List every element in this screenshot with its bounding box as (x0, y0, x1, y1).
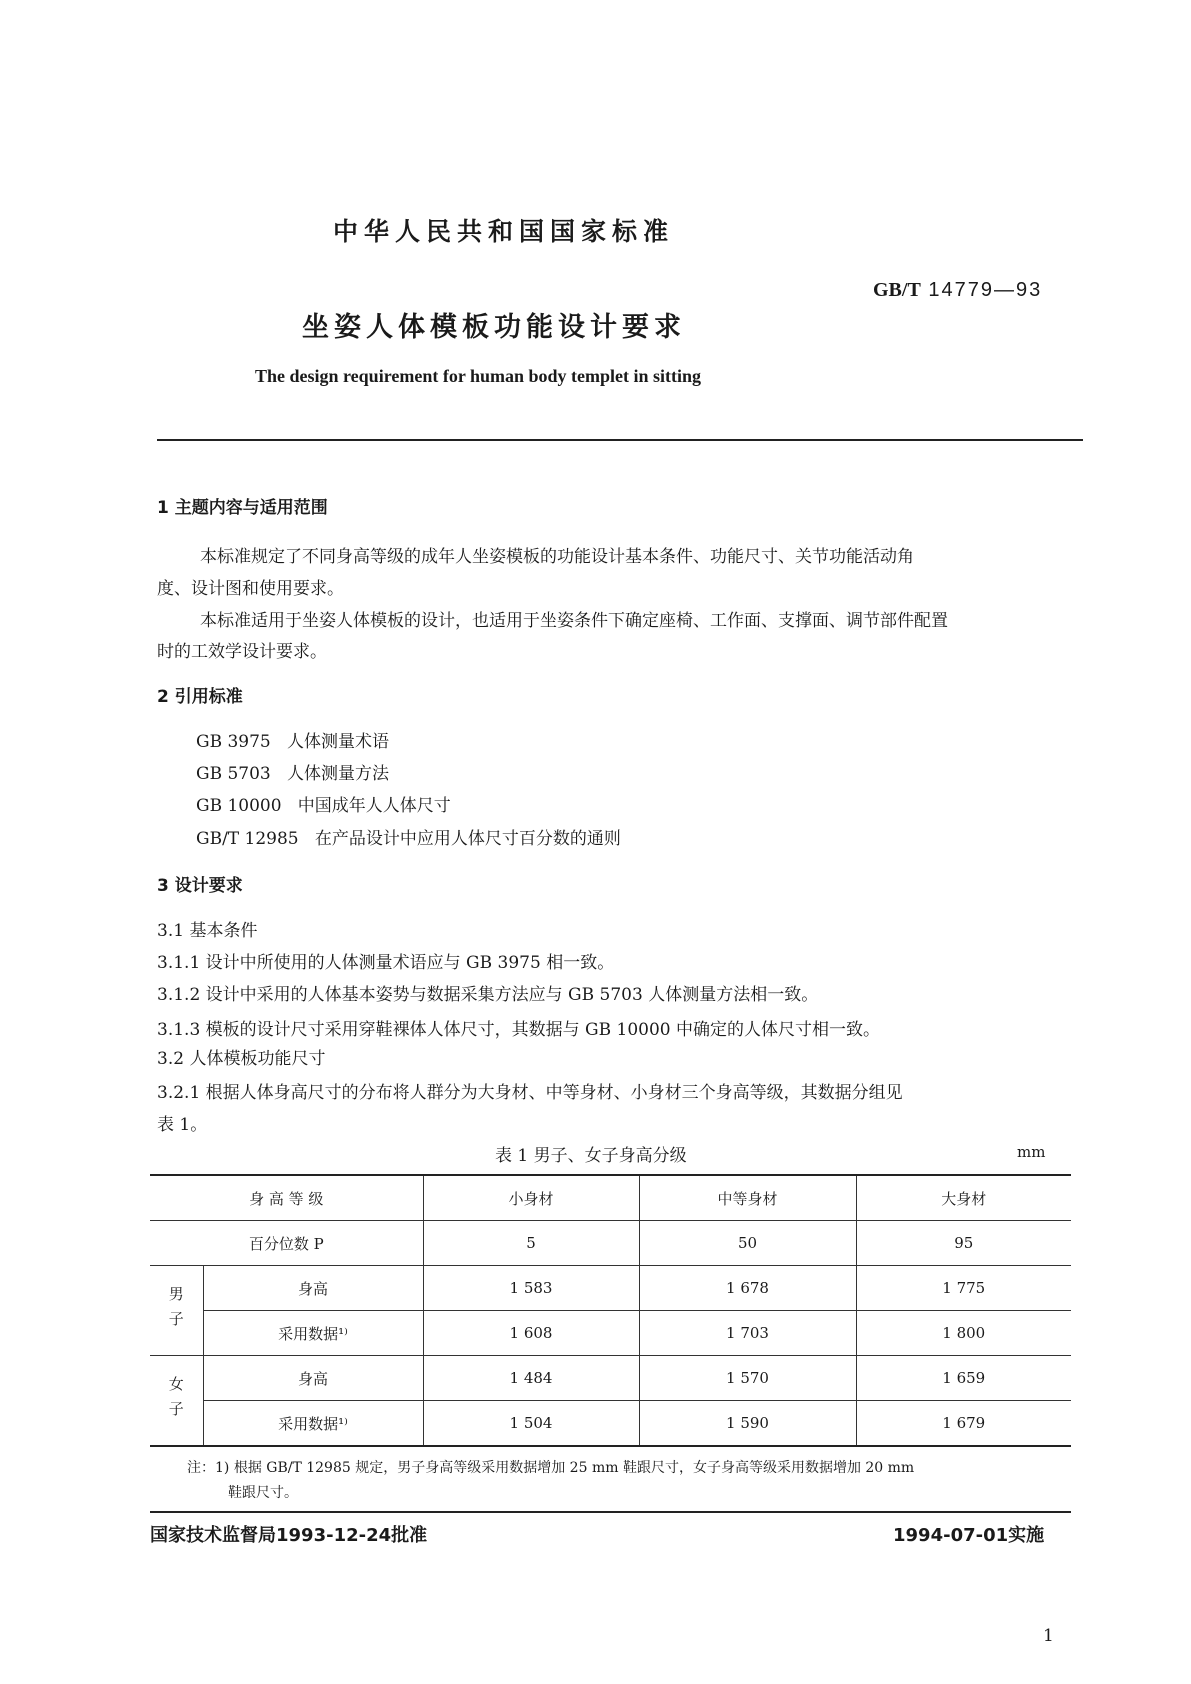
paragraph: 度、设计图和使用要求。 (157, 579, 344, 599)
header-cell: 小身材 (423, 1175, 639, 1221)
header-cell: 中等身材 (639, 1175, 856, 1221)
header-rule (157, 439, 1083, 441)
ref-title: 人体测量术语 (286, 732, 389, 752)
clause: 3.1.3 模板的设计尺寸采用穿鞋裸体人体尺寸，其数据与 GB 10000 中确定的人体尺寸相一致。 (157, 1020, 881, 1040)
row-label: 身高 (203, 1266, 423, 1311)
cell: 1 703 (639, 1311, 856, 1356)
header-cell: 身 高 等 级 (150, 1175, 423, 1221)
code-prefix: GB/T (873, 279, 921, 301)
table-row (150, 1221, 1071, 1266)
cell: 1 583 (423, 1266, 639, 1311)
cell: 5 (423, 1221, 639, 1266)
row-label: 采用数据¹⁾ (203, 1401, 423, 1447)
ref-title: 中国成年人人体尺寸 (297, 796, 451, 816)
paragraph: 时的工效学设计要求。 (157, 642, 327, 662)
row-label: 百分位数 P (150, 1221, 423, 1266)
effective-date: 1994-07-01实施 (893, 1525, 1045, 1546)
group-label: 男子 (150, 1266, 203, 1356)
cell: 1 590 (639, 1401, 856, 1447)
reference-item (196, 759, 389, 784)
reference-item (196, 791, 451, 816)
header-cell: 大身材 (856, 1175, 1071, 1221)
group-label: 女子 (150, 1356, 203, 1447)
table-note: 注：1) 根据 GB/T 12985 规定，男子身高等级采用数据增加 25 mm 鞋跟尺寸，女子身高等级采用数据增加 20 mm (187, 1460, 915, 1476)
table-row (150, 1311, 1071, 1356)
cell: 1 679 (856, 1401, 1071, 1447)
reference-item (196, 824, 621, 849)
section-1-heading: 1 主题内容与适用范围 (157, 498, 328, 518)
clause: 3.1.1 设计中所使用的人体测量术语应与 GB 3975 相一致。 (157, 953, 615, 973)
cell: 1 775 (856, 1266, 1071, 1311)
cell: 95 (856, 1221, 1071, 1266)
standard-code (873, 279, 1042, 302)
row-label: 身高 (203, 1356, 423, 1401)
table-note: 鞋跟尺寸。 (228, 1485, 298, 1501)
cell: 1 659 (856, 1356, 1071, 1401)
ref-title: 在产品设计中应用人体尺寸百分数的通则 (314, 829, 621, 849)
clause: 表 1。 (157, 1115, 208, 1135)
clause: 3.1.2 设计中采用的人体基本姿势与数据采集方法应与 GB 5703 人体测量方法相一致。 (157, 985, 819, 1005)
footer-rule (150, 1511, 1071, 1513)
cell: 50 (639, 1221, 856, 1266)
ref-title: 人体测量方法 (286, 764, 389, 784)
section-2-heading: 2 引用标准 (157, 687, 243, 707)
cell: 1 678 (639, 1266, 856, 1311)
table-row (150, 1266, 1071, 1311)
table-unit: mm (1017, 1143, 1046, 1161)
cell: 1 570 (639, 1356, 856, 1401)
table-row (150, 1356, 1071, 1401)
national-standard-heading: 中华人民共和国国家标准 (333, 217, 675, 246)
section-3-heading: 3 设计要求 (157, 876, 243, 896)
reference-item (196, 727, 389, 752)
table-header-row (150, 1175, 1071, 1221)
table-row (150, 1401, 1071, 1447)
ref-code: GB 3975 (196, 732, 271, 752)
paragraph: 本标准规定了不同身高等级的成年人坐姿模板的功能设计基本条件、功能尺寸、关节功能活动角 (200, 547, 914, 567)
clause: 3.2 人体模板功能尺寸 (157, 1049, 326, 1069)
page-number: 1 (1043, 1626, 1054, 1646)
cell: 1 484 (423, 1356, 639, 1401)
clause: 3.1 基本条件 (157, 921, 258, 941)
height-grade-table (150, 1174, 1071, 1447)
code-number: 14779—93 (928, 279, 1043, 301)
ref-code: GB 5703 (196, 764, 271, 784)
row-label: 采用数据¹⁾ (203, 1311, 423, 1356)
cell: 1 608 (423, 1311, 639, 1356)
document-title-en: The design requirement for human body templet in sitting (255, 366, 702, 386)
cell: 1 800 (856, 1311, 1071, 1356)
document-title: 坐姿人体模板功能设计要求 (302, 312, 686, 343)
table-caption: 表 1 男子、女子身高分级 (495, 1146, 687, 1166)
ref-code: GB 10000 (196, 796, 282, 816)
clause: 3.2.1 根据人体身高尺寸的分布将人群分为大身材、中等身材、小身材三个身高等级，其数据分组见 (157, 1083, 903, 1103)
paragraph: 本标准适用于坐姿人体模板的设计，也适用于坐姿条件下确定座椅、工作面、支撑面、调节部件配置 (200, 611, 948, 631)
ref-code: GB/T 12985 (196, 829, 299, 849)
cell: 1 504 (423, 1401, 639, 1447)
approval-date: 国家技术监督局1993-12-24批准 (150, 1525, 428, 1546)
